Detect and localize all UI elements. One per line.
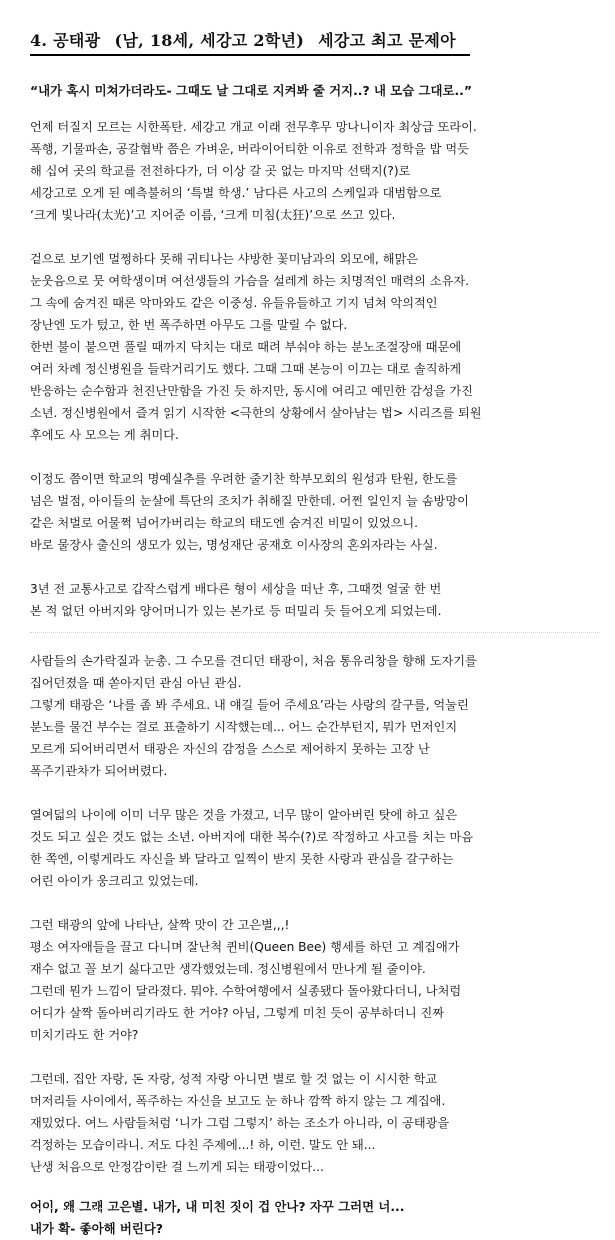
character-profile: [30, 28, 595, 1240]
text-line: 눈웃음으로 뭇 여학생이며 여선생들의 가슴을 설레게 하는 치명적인 매력의 소유자.: [30, 274, 470, 288]
paragraph-meeting: [30, 914, 595, 1046]
text-line: 폭주기관차가 되어버렸다.: [30, 764, 168, 778]
text-line: 같은 처벌로 어물쩍 넘어가버리는 학교의 태도엔 숨겨진 비밀이 있었으니.: [30, 516, 419, 530]
paragraph-comfort: [30, 1068, 595, 1178]
text-line: 평소 여자애들을 끌고 다니며 잘난척 퀸비(Queen Bee) 행세를 하던 고 계집애가: [30, 940, 460, 954]
text-line: 한 쪽엔, 이렇게라도 자신을 봐 달라고 일찍이 받지 못한 사랑과 관심을 갈구하는: [30, 852, 454, 866]
text-line: 한번 불이 붙으면 풀릴 때까지 닥치는 대로 때려 부숴야 하는 분노조절장애 때문에: [30, 340, 462, 354]
text-line: 어린 아이가 웅크리고 있었는데.: [30, 874, 199, 888]
profile-header: [30, 28, 470, 56]
text-line: 걱정하는 모습이라니. 저도 다친 주제에...! 하, 이런. 말도 안 돼...: [30, 1138, 376, 1152]
text-line: 해 십여 곳의 학교를 전전하다가, 더 이상 갈 곳 없는 마지막 선택지(?)로: [30, 164, 411, 178]
text-line: 사람들의 손가락질과 눈총. 그 수모를 견디던 태광이, 처음 통유리창을 향해 도자기를: [30, 654, 477, 668]
header-role: 세강고 최고 문제아: [318, 31, 456, 50]
character-quote: “내가 혹시 미쳐가더라도- 그때도 날 그대로 지켜봐 줄 거지..? 내 모습 그대로..”: [30, 83, 473, 98]
text-line: 것도 되고 싶은 것도 없는 소년. 아버지에 대한 복수(?)로 작정하고 사고를 치는 마음: [30, 830, 474, 844]
closing-quote: [30, 1196, 595, 1240]
text-line: 본 적 없던 아버지와 양어머니가 있는 본가로 등 떠밀리 듯 들어오게 되었는데.: [30, 604, 442, 618]
text-line: 분노를 물건 부수는 걸로 표출하기 시작했는데... 어느 순간부턴지, 뭐가 먼저인지: [30, 720, 458, 734]
text-line: 이정도 쯤이면 학교의 명예실추를 우려한 줄기찬 학부모회의 원성과 탄원, 한도를: [30, 472, 458, 486]
text-line: 집어던졌을 때 쏟아지던 관심 아닌 관심.: [30, 676, 242, 690]
text-line: 겉으로 보기엔 멀쩡하다 못해 귀티나는 샤방한 꽃미남과의 외모에, 해맑은: [30, 252, 419, 266]
text-line: 미치기라도 한 거야?: [30, 1028, 139, 1042]
footer-mark: [34, 1208, 114, 1212]
section-divider: [30, 632, 600, 634]
text-line: 그렇게 태광은 ‘나를 좀 봐 주세요. 내 얘길 들어 주세요’라는 사랑의 갈구를, 억눌린: [30, 698, 469, 712]
text-line: 그런데. 집안 자랑, 돈 자랑, 성적 자랑 아니면 별로 할 것 없는 이 시시한 학교: [30, 1072, 438, 1086]
text-line: 그런데 뭔가 느낌이 달라졌다. 뭐야. 수학여행에서 실종됐다 돌아왔다더니, 나처럼: [30, 984, 462, 998]
text-line: 어이, 왜 그래 고은별. 내가, 내 미친 짓이 겁 안나? 자꾸 그러면 너...: [30, 1199, 405, 1214]
header-profile: (남, 18세, 세강고 2학년): [114, 31, 305, 50]
text-line: 장난엔 도가 텄고, 한 번 폭주하면 아무도 그를 말릴 수 없다.: [30, 318, 348, 332]
text-line: 난생 처음으로 안정감이란 걸 느끼게 되는 태광이었다...: [30, 1160, 324, 1174]
paragraph-backstory: [30, 578, 595, 622]
text-line: 여러 차례 정신병원을 들락거리기도 했다. 그때 그때 본능이 이끄는 대로 솔직하게: [30, 362, 462, 376]
text-line: ‘크게 빛나라(太光)’고 지어준 이름, ‘크게 미침(太狂)’으로 쓰고 있다.: [30, 208, 396, 222]
text-line: 소년. 정신병원에서 즐겨 읽기 시작한 <극한의 상황에서 살아남는 법> 시리즈를 퇴원: [30, 406, 482, 420]
text-line: 재수 없고 꼴 보기 싫다고만 생각했었는데. 정신병원에서 만나게 될 줄이야.: [30, 962, 426, 976]
text-line: 언제 터질지 모르는 시한폭탄. 세강고 개교 이래 전무후무 망나니이자 최상급 또라이.: [30, 120, 477, 134]
paragraph-inner-child: [30, 804, 595, 892]
text-line: 후에도 사 모으는 게 취미다.: [30, 428, 179, 442]
text-line: 내가 확- 좋아해 버린다?: [30, 1221, 163, 1236]
paragraph-intro: [30, 116, 595, 226]
text-line: 어디가 살짝 돌아버리기라도 한 거야? 아님, 그렇게 미친 듯이 공부하더니 진짜: [30, 1006, 445, 1020]
text-line: 폭행, 기물파손, 공갈협박 쯤은 가벼운, 버라이어티한 이유로 전학과 정학을 밥 먹듯: [30, 142, 469, 156]
text-line: 3년 전 교통사고로 갑작스럽게 배다른 형이 세상을 떠난 후, 그때껏 얼굴 한 번: [30, 582, 442, 596]
text-line: 머저리들 사이에서, 폭주하는 자신을 보고도 눈 하나 깜짝 하지 않는 그 계집애.: [30, 1094, 446, 1108]
text-line: 열여덟의 나이에 이미 너무 많은 것을 가졌고, 너무 많이 알아버린 탓에 하고 싶은: [30, 808, 458, 822]
text-line: 바로 물장사 출신의 생모가 있는, 명성재단 공재호 이사장의 혼외자라는 사실.: [30, 538, 438, 552]
text-line: 반응하는 순수함과 천진난만함을 가진 듯 하지만, 동시에 여리고 예민한 감성을 가진: [30, 384, 473, 398]
text-line: 그 속에 숨겨진 때론 악마와도 같은 이중성. 유들유들하고 기지 넘쳐 악의적인: [30, 296, 438, 310]
paragraph-secret: [30, 468, 595, 556]
paragraph-outburst: [30, 650, 595, 782]
text-line: 넘은 벌점, 아이들의 눈살에 특단의 조치가 취해질 만한데. 어쩐 일인지 늘 솜방망이: [30, 494, 469, 508]
text-line: 재밌었다. 여느 사람들처럼 ‘니가 그럼 그렇지’ 하는 조소가 아니라, 이 공태광을: [30, 1116, 450, 1130]
text-line: 모르게 되어버리면서 태광은 자신의 감정을 스스로 제어하지 못하는 고장 난: [30, 742, 430, 756]
text-line: 그런 태광의 앞에 나타난, 살짝 맛이 간 고은별,,,!: [30, 918, 290, 932]
paragraph-appearance: [30, 248, 595, 446]
text-line: 세강고로 오게 된 예측불허의 ‘특별 학생.’ 남다른 사고의 스케일과 대범함으로: [30, 186, 442, 200]
header-name: 4. 공태광: [30, 31, 101, 50]
